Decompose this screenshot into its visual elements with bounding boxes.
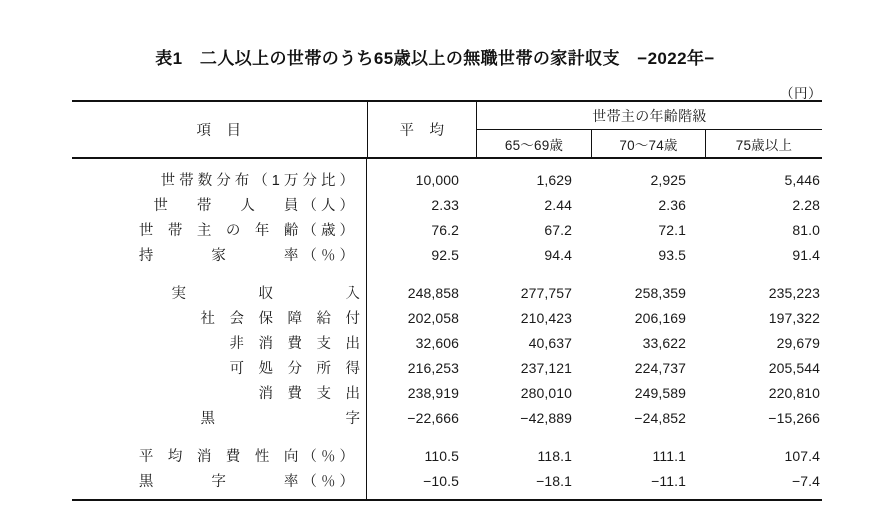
cell-age-70-74: 111.1 [652, 447, 686, 464]
cell-age-70-74: −11.1 [651, 472, 686, 489]
table-row [72, 192, 822, 217]
cell-average: 110.5 [424, 447, 459, 464]
table-row [72, 280, 822, 305]
row-label: 黒 字 [200, 411, 360, 427]
cell-age-65-69: 2.44 [544, 196, 572, 213]
cell-age-70-74: 72.1 [658, 221, 686, 238]
header-item-column: 項 目 [196, 123, 242, 139]
cell-average: 92.5 [431, 246, 459, 263]
cell-age-75-plus: 2.28 [792, 196, 820, 213]
table-row [72, 355, 822, 380]
row-label: 黒 字 率 （ ％ ） [138, 474, 354, 490]
cell-age-65-69: 277,757 [520, 284, 572, 301]
cell-age-75-plus: 29,679 [776, 334, 820, 351]
row-label: 世 帯 主 の 年 齢 （ 歳 ） [138, 223, 354, 239]
cell-age-65-69: 237,121 [520, 359, 572, 376]
table-row [72, 380, 822, 405]
row-label: 非 消 費 支 出 [229, 336, 360, 352]
row-label: 世 帯 人 員 （ 人 ） [153, 198, 354, 214]
table-body [72, 159, 822, 499]
cell-average: 216,253 [407, 359, 459, 376]
page-title: 表1 二人以上の世帯のうち65歳以上の無職世帯の家計収支 −2022年− [155, 49, 715, 68]
cell-age-70-74: 33,622 [642, 334, 686, 351]
cell-average: 32,606 [415, 334, 459, 351]
cell-average: 202,058 [407, 309, 459, 326]
cell-age-75-plus: 5,446 [784, 171, 820, 188]
cell-age-75-plus: 220,810 [768, 384, 820, 401]
cell-average: 76.2 [431, 221, 459, 238]
cell-age-65-69: 94.4 [544, 246, 572, 263]
header-average-column: 平 均 [367, 102, 476, 157]
row-label: 平 均 消 費 性 向 （ ％ ） [138, 449, 354, 465]
row-label: 消 費 支 出 [258, 386, 360, 402]
table-bottom-rule [72, 499, 822, 501]
cell-age-70-74: 224,737 [634, 359, 686, 376]
cell-age-65-69: 210,423 [520, 309, 572, 326]
cell-average: 238,919 [407, 384, 459, 401]
table-row [72, 305, 822, 330]
cell-age-75-plus: 81.0 [792, 221, 820, 238]
table-header [72, 102, 822, 157]
cell-age-75-plus: −15,266 [768, 409, 820, 426]
cell-average: −10.5 [423, 472, 459, 489]
cell-average: 2.33 [431, 196, 459, 213]
header-age-column-75-plus: 75歳以上 [705, 130, 822, 157]
cell-average: 10,000 [415, 171, 459, 188]
cell-age-65-69: −18.1 [536, 472, 572, 489]
table-block [72, 280, 822, 430]
cell-age-65-69: 1,629 [536, 171, 572, 188]
cell-age-75-plus: 205,544 [768, 359, 820, 376]
household-budget-table [72, 100, 822, 501]
cell-age-75-plus: 107.4 [784, 447, 820, 464]
cell-age-70-74: 93.5 [658, 246, 686, 263]
cell-age-70-74: 258,359 [634, 284, 686, 301]
row-label: 実 収 入 [171, 286, 360, 302]
cell-age-75-plus: −7.4 [791, 472, 820, 489]
table-block [72, 167, 822, 267]
cell-age-70-74: 206,169 [634, 309, 686, 326]
cell-age-70-74: 249,589 [634, 384, 686, 401]
table-block [72, 443, 822, 493]
row-label: 社 会 保 障 給 付 [186, 311, 360, 327]
cell-age-65-69: 40,637 [528, 334, 572, 351]
cell-age-75-plus: 235,223 [768, 284, 820, 301]
cell-age-70-74: 2,925 [650, 171, 686, 188]
table-row [72, 468, 822, 493]
cell-average: 248,858 [407, 284, 459, 301]
cell-age-65-69: 67.2 [544, 221, 572, 238]
table-row [72, 330, 822, 355]
table-row [72, 217, 822, 242]
cell-age-65-69: 118.1 [537, 447, 572, 464]
cell-age-75-plus: 91.4 [792, 246, 820, 263]
header-age-group-span: 世帯主の年齢階級 [476, 102, 822, 129]
row-label: 可 処 分 所 得 [229, 361, 360, 377]
cell-age-70-74: 2.36 [658, 196, 686, 213]
cell-average: −22,666 [407, 409, 459, 426]
table-row [72, 443, 822, 468]
table-row [72, 405, 822, 430]
cell-age-70-74: −24,852 [634, 409, 686, 426]
header-age-column-70-74: 70〜74歳 [591, 130, 705, 157]
table-row [72, 167, 822, 192]
table-row [72, 242, 822, 267]
cell-age-65-69: 280,010 [520, 384, 572, 401]
unit-note: （円） [780, 86, 822, 101]
row-label: 世 帯 数 分 布 （ 1 万 分 比 ） [160, 173, 354, 189]
cell-age-65-69: −42,889 [520, 409, 572, 426]
header-age-column-65-69: 65〜69歳 [476, 130, 591, 157]
row-label: 持 家 率 （ ％ ） [138, 248, 354, 264]
cell-age-75-plus: 197,322 [768, 309, 820, 326]
